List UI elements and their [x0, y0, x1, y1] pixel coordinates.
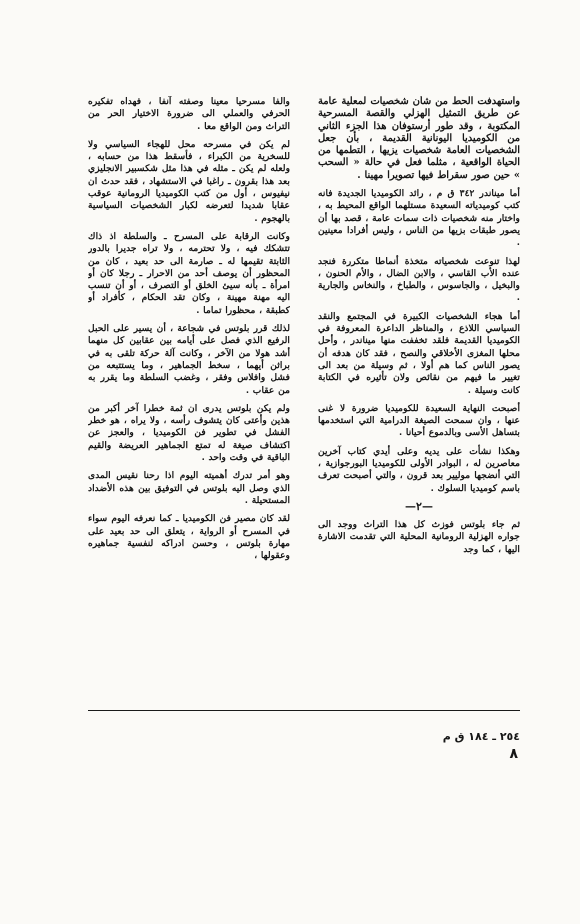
paragraph: واستهدفت الحط من شأن شخصيات لمعلية عامة عن طريق التمثيل الهزلي والقصة المسرحية المكتوبة ، وقد طور أرستوفان هذا الجزء الثاني من الكوميديا اليونانية القديمة ، بأن جعل الشخصيات العامة شخصيات يزيها ، التطمها من الحياة الواقعية ، مثلما فعل في حالة « السحب » حين صور سقراط فيها تصويرا مهينا . — [318, 96, 520, 181]
paragraph: وهكذا نشأت على يديه وعلى أيدي كتاب آخرين معاصرين له ، البوادر الأولى للكوميديا البورجوازية ، التي أنضجها موليير بعد قرون ، والتي أصبحت تعرف باسم كوميديا السلوك . — [318, 445, 520, 494]
article-columns — [88, 96, 520, 700]
right-column — [318, 96, 520, 700]
section-divider: —٢— — [405, 499, 433, 513]
footer-rule — [88, 710, 520, 711]
paragraph: لقد كان مصير فن الكوميديا ـ كما نعرفه اليوم سواء في المسرح أو الرواية ، يتعلق الى حد بعيد على مهارة بلوتس ، وحسن ادراكه لنفسية جماهيره وعقولها ، — [88, 513, 290, 562]
paragraph: أما هجاء الشخصيات الكبيرة في المجتمع والنقد السياسي اللاذع ، والمناظر الداعرة المعروفة في الكوميديا القديمة فلقد تخففت منها ميناندر ، وأحل محلها المغزى الأخلاقي والنصح ، فقد كان هدفه أن يصور الناس كما هم أولا ، ثم وسيلة من بعد الى تغيير ما فيهم من نقائص ولان تأثيره في الكتابة كانت وسيلة . — [318, 310, 520, 396]
paragraph: أما ميناندر ٣٤٢ ق م ، رائد الكوميديا الجديدة فانه كتب كوميدياته السعيدة مستلهما الواقع المحيط به ، واختار منه شخصيات ذات سمات عامة ، قصد بها أن يصور طبقات بزيها من الناس ، وليس أفرادا معينين . — [318, 188, 520, 249]
paragraph: أصبحت النهاية السعيدة للكوميديا ضرورة لا غنى عنها ، وان سمحت الصيغة الدرامية التي استخدمها بتساهل الأسى وبالدموع أحيانا . — [318, 402, 520, 439]
paragraph: لم يكن في مسرحه محل للهجاء السياسي ولا للسخرية من الكبراء ، فأسقط هذا من حسابه ، ولعله لم يكن ـ مثله في هذا مثل شكسبير الانجليزي بعد هذا بقرون ـ راغبا في الاستشهاد ، فقد حدث ان نيفيوس ، أول من كتب الكوميديا الرومانية عوقب عقابا شديدا لتعرضه لكبار الشخصيات السياسية بالهجوم . — [88, 138, 290, 224]
paragraph: لهذا تنوعت شخصياته متخذة أنماطا متكررة فنجد عنده الأب القاسي ، والابن الضال ، والأم الحنون ، والبخيل ، والجاسوس ، والطباخ ، والنخاس والجارية . — [318, 255, 520, 304]
page-number: ٨ — [509, 746, 518, 762]
footnote-date: ٢٥٤ ـ ١٨٤ ق م — [442, 730, 520, 743]
paragraph: وهو أمر تدرك أهميته اليوم اذا رحنا نقيس المدى الذي وصل اليه بلوتس في التوفيق بين هذه الأضداد المستحيلة . — [88, 470, 290, 506]
paragraph: وكانت الرقابة على المسرح ـ والسلطة اذ ذاك تتشكك فيه ، ولا تحترمه ، ولا تراه جديرا بالدور الثابتة تقيمها له ـ صارمة الى حد بعيد ، كان من المحظور أن يوصف أحد من الاحرار ـ رجلا كان أو امرأة ـ بأنه سيئ الخلق أو التصرف ، أو أن تنسب اليه مهنة مهينة ، وكان تقد الحكام ، كأفراد أو كطبقة ، محظورا تماما . — [88, 230, 290, 316]
paragraph: لذلك قرر بلوتس في شجاعة ، أن يسير على الحبل الرفيع الذي فصل على أيامه بين عقابين كل منهما أشد هولا من الآخر ، وكانت آلة حركة تلقى به في براثن أيهما ، سخط الجماهير ، وما يستتبعه من فشل وافلاس وفقر ، وغضب السلطة وما يقرر به من عقاب . — [88, 323, 290, 396]
paragraph: والفا مسرحيا معينا وصفته آنفا ، فهداه تفكيره الحرفي والعملي الى ضرورة الاختيار الحر من التراث ومن الواقع معا . — [88, 96, 290, 132]
paragraph: ثم جاء بلوتس فوزث كل هذا التراث ووجد الى جواره الهزلية الرومانية المحلية التي تقدمت الاشارة اليها ، كما وجد — [318, 518, 520, 555]
left-column — [88, 96, 290, 700]
paragraph: ولم يكن بلوتس يدرى ان ثمة خطرا آخر أكبر من هذين وأعتى كان يتشوف رأسه ، ولا يراه ، هو خطر الفشل في تطوير فن الكوميديا ، والعجز عن اكتشاف صيغة له تمتع الجماهير العريضة والقيم الباقية في وقت واحد . — [88, 402, 290, 464]
